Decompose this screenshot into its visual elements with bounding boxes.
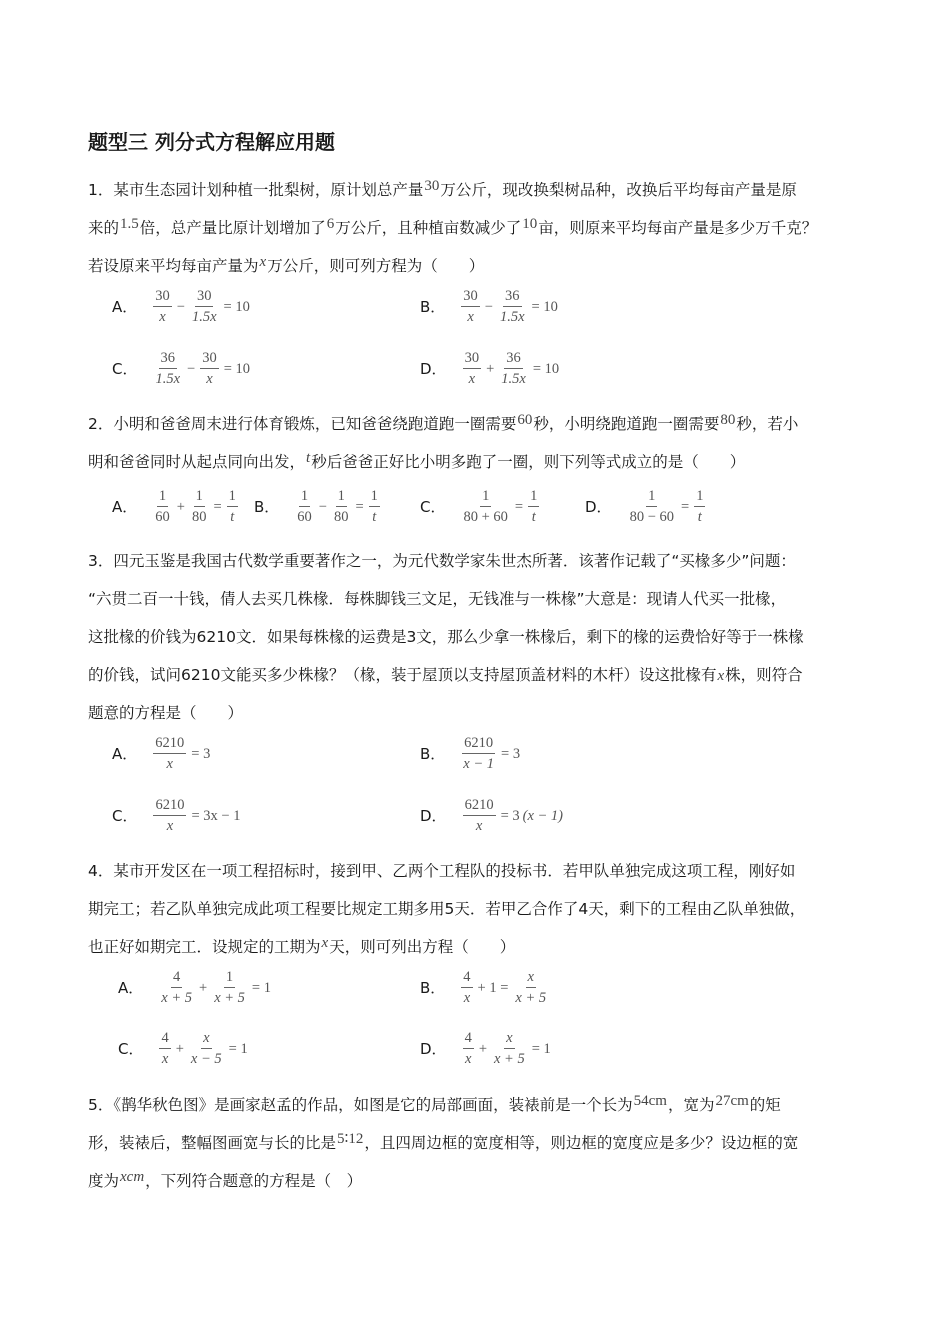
q2-option-a[interactable]: A． $\frac{1}{60}$ + $\frac{1}{80}$ = $\frac{1}{t}$ <box>112 488 236 525</box>
q2-line-2: 明和爸爸同时从起点同向出发，t秒后爸爸正好比小明多跑了一圈，则下列等式成立的是（ ） <box>88 450 746 471</box>
q3-line-3: 这批椽的价钱为6210文．如果每株椽的运费是3文，那么少拿一株椽后，剩下的椽的运费恰好等于一株椽 <box>88 628 804 646</box>
q4-line-2: 期完工；若乙队单独完成此项工程要比规定工期多用5天．若甲乙合作了4天，剩下的工程由乙队单独做， <box>88 900 806 918</box>
q1-option-a[interactable]: A． $\frac{30}{x}$ − $\frac{30}{1.5x}$ = 10 <box>112 288 250 325</box>
q3-line-4: 的价钱，试问6210文能买多少株椽？（椽，装于屋顶以支持屋顶盖材料的木杆）设这批椽有x株，则符合 <box>88 666 803 684</box>
q3-option-a[interactable]: A． $\frac{6210}{x}$ = 3 <box>112 735 211 772</box>
q3-option-b[interactable]: B． $\frac{6210}{x - 1}$ = 3 <box>420 735 521 772</box>
q3-option-d[interactable]: D． $\frac{6210}{x}$ = 3 (x − 1) <box>420 797 564 834</box>
q2-option-c[interactable]: C． $\frac{1}{80 + 60}$ = $\frac{1}{t}$ <box>420 488 538 525</box>
q3-line-1: 3．四元玉鉴是我国古代数学重要著作之一，为元代数学家朱世杰所著．该著作记载了“买椽多少”问题： <box>88 552 796 570</box>
q4-option-d[interactable]: D． $\frac{4}{x}$ + $\frac{x}{x + 5}$ = 1 <box>420 1030 551 1067</box>
q2-option-d[interactable]: D． $\frac{1}{80 - 60}$ = $\frac{1}{t}$ <box>585 488 704 525</box>
q4-option-b[interactable]: B． $\frac{4}{x}$ + 1 = $\frac{x}{x + 5}$ <box>420 969 547 1006</box>
q4-line-3: 也正好如期完工．设规定的工期为x天，则可列出方程（ ） <box>88 935 516 956</box>
q3-line-2: “六贯二百一十钱，倩人去买几株椽．每株脚钱三文足，无钱准与一株椽”大意是：现请人代买一批椽， <box>88 590 787 608</box>
q4-option-a[interactable]: A． $\frac{4}{x + 5}$ + $\frac{1}{x + 5}$ = 1 <box>118 969 271 1006</box>
q5-line-1: 5．《鹊华秋色图》是画家赵孟的作品，如图是它的局部画面，装裱前是一个长为54cm，宽为27cm的矩 <box>88 1093 781 1114</box>
q1-option-b[interactable]: B． $\frac{30}{x}$ − $\frac{36}{1.5x}$ = 10 <box>420 288 558 325</box>
q3-line-5: 题意的方程是（ ） <box>88 704 244 722</box>
q5-line-3: 度为xcm，下列符合题意的方程是（ ） <box>88 1169 363 1190</box>
q3-option-c[interactable]: C． $\frac{6210}{x}$ = 3x − 1 <box>112 797 241 834</box>
q2-option-b[interactable]: B． $\frac{1}{60}$ − $\frac{1}{80}$ = $\frac{1}{t}$ <box>254 488 378 525</box>
q1-line-3: 若设原来平均每亩产量为x万公斤，则可列方程为（ ） <box>88 254 485 275</box>
q1-line-1: 1．某市生态园计划种植一批梨树，原计划总产量30万公斤，现改换梨树品种，改换后平均每亩产量是原 <box>88 178 797 199</box>
q1-option-d[interactable]: D． $\frac{30}{x}$ + $\frac{36}{1.5x}$ = 10 <box>420 350 560 387</box>
q1-line-2: 来的1.5倍，总产量比原计划增加了6万公斤，且种植亩数减少了10亩，则原来平均每亩产量是多少万千克？ <box>88 216 818 237</box>
q4-option-c[interactable]: C． $\frac{4}{x}$ + $\frac{x}{x - 5}$ = 1 <box>118 1030 248 1067</box>
q1-option-c[interactable]: C． $\frac{36}{1.5x}$ − $\frac{30}{x}$ = 10 <box>112 350 251 387</box>
q4-line-1: 4．某市开发区在一项工程招标时，接到甲、乙两个工程队的投标书．若甲队单独完成这项工程，刚好如 <box>88 862 796 880</box>
q2-line-1: 2．小明和爸爸周末进行体育锻炼，已知爸爸绕跑道跑一圈需要60秒，小明绕跑道跑一圈需要80秒，若小 <box>88 412 799 433</box>
q5-line-2: 形，装裱后，整幅图画宽与长的比是5∶12，且四周边框的宽度相等，则边框的宽度应是多少？设边框的宽 <box>88 1131 799 1152</box>
section-title: 题型三 列分式方程解应用题 <box>88 130 335 154</box>
